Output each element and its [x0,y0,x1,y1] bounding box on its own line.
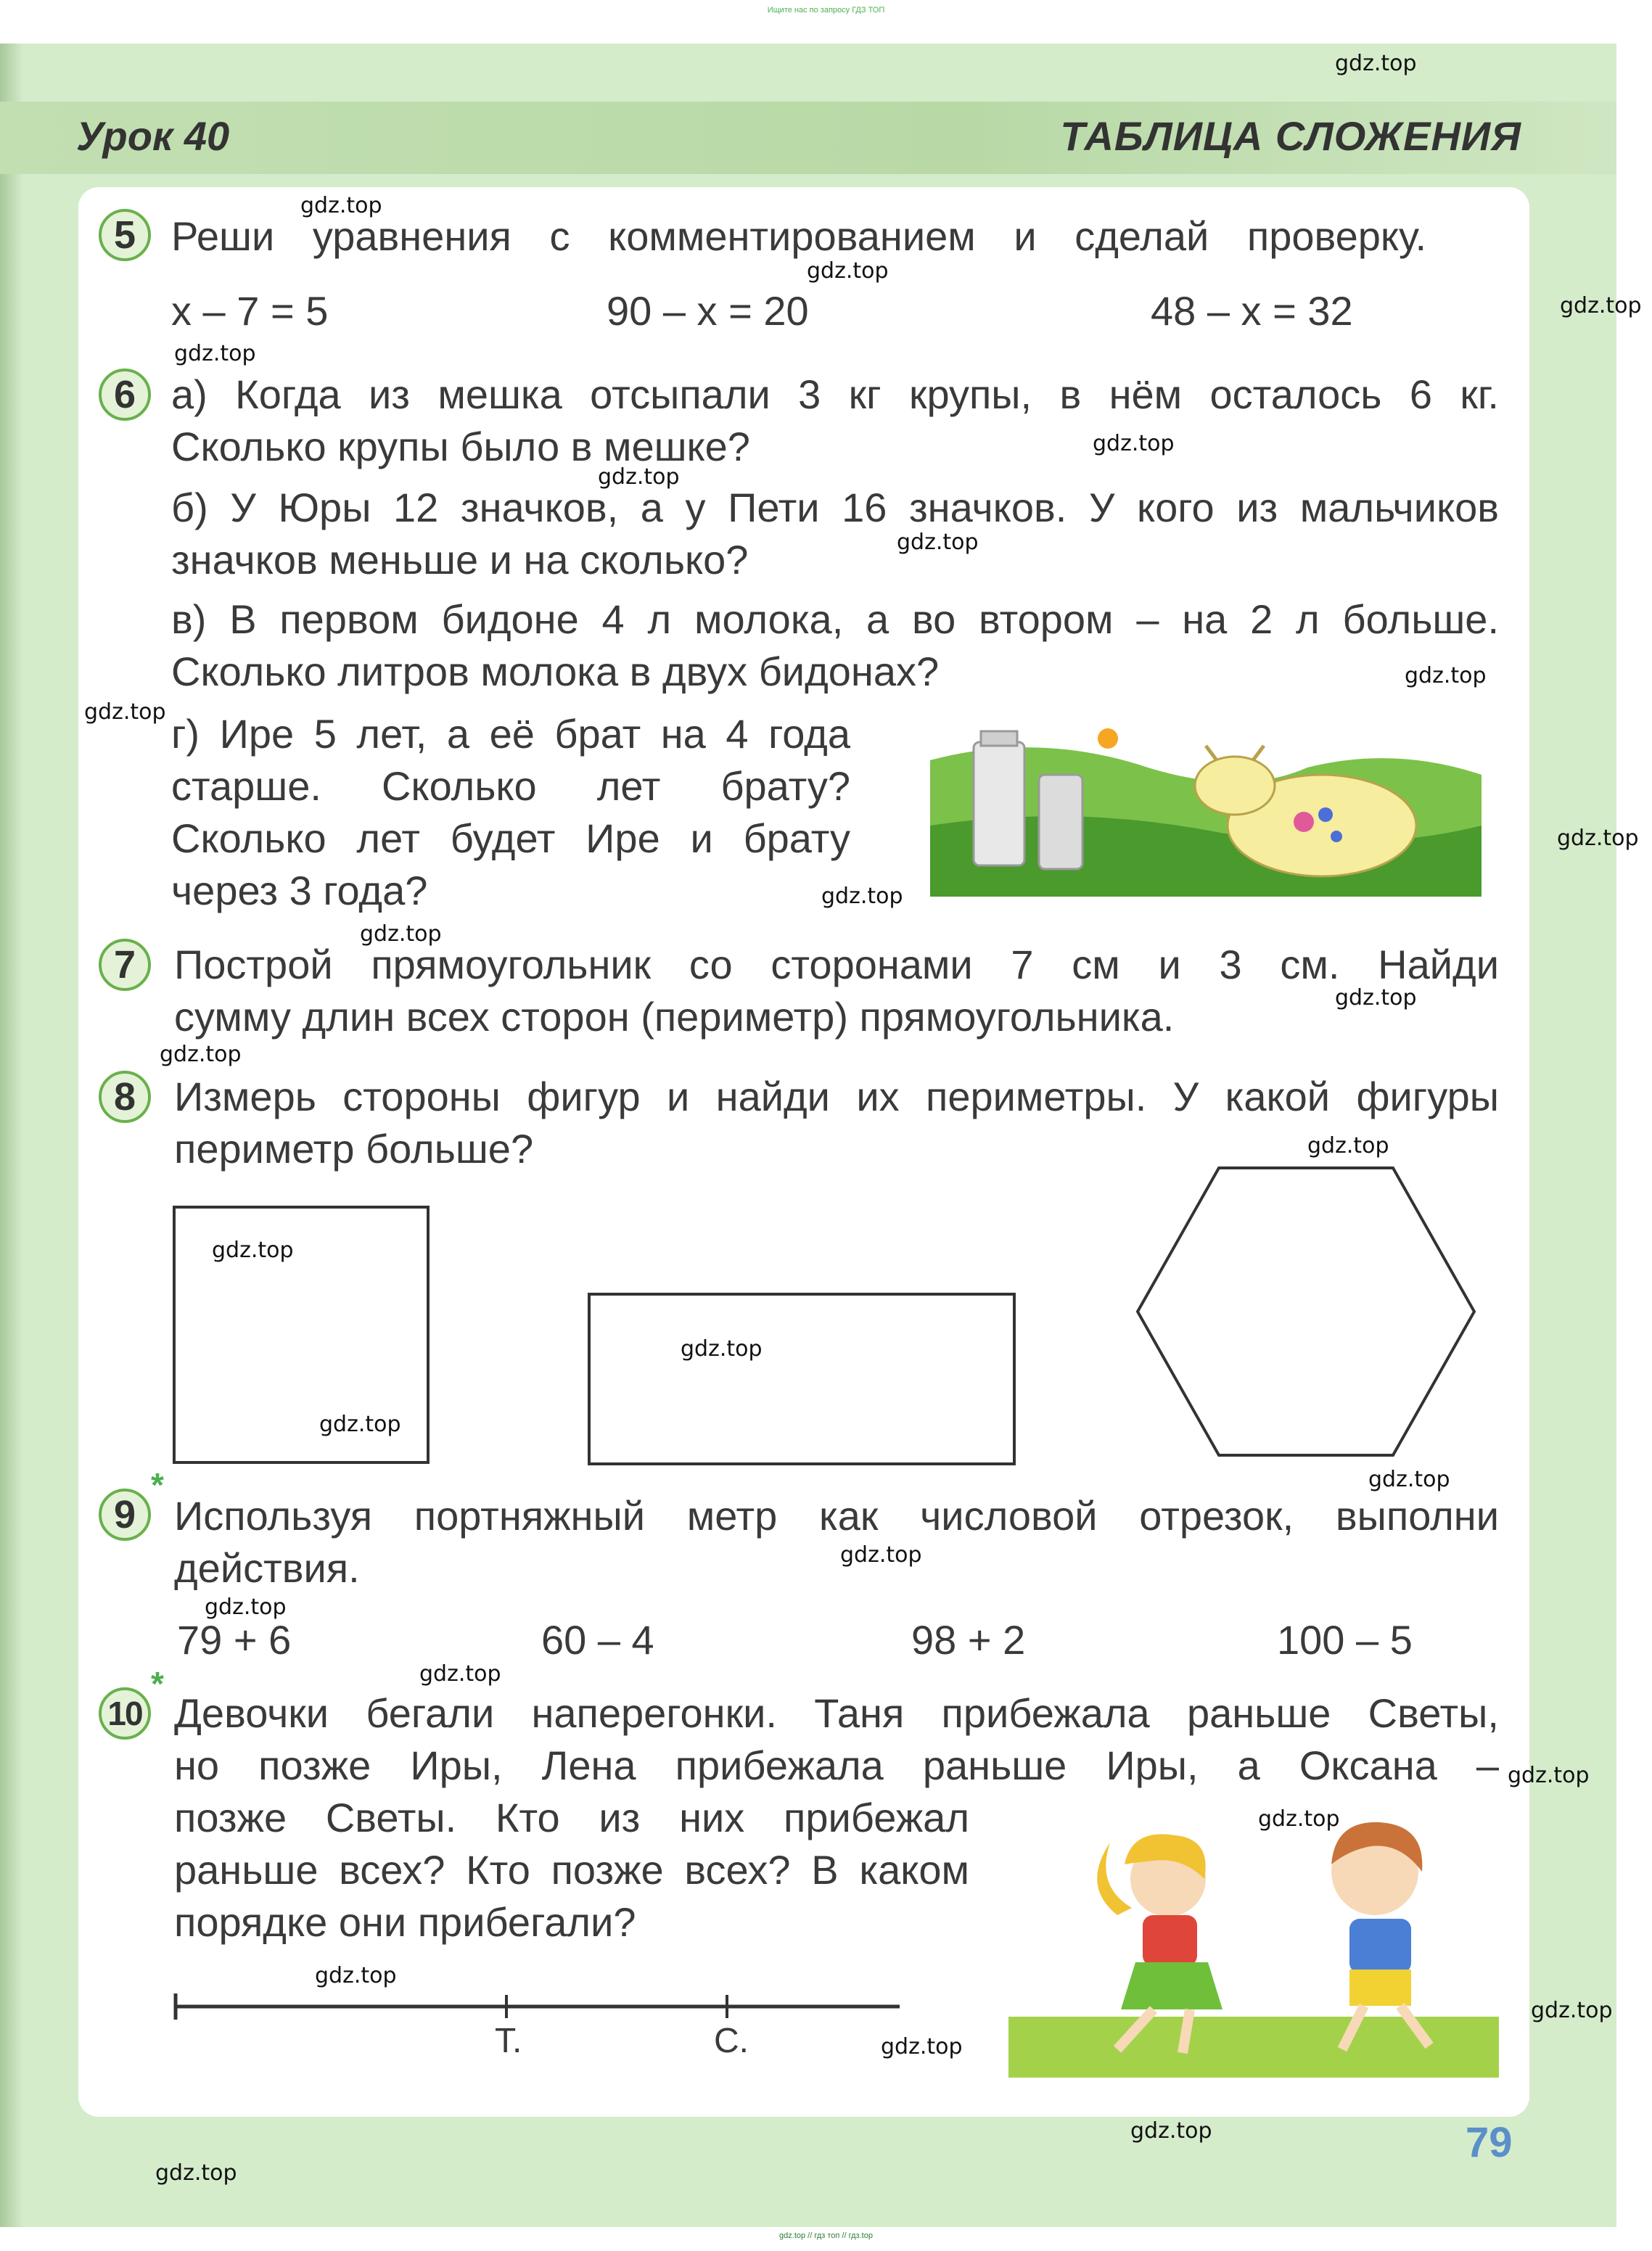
task-6a-line1: а) Когда из мешка отсыпали 3 кг крупы, в нём осталось 6 кг. [171,371,1499,417]
task-8-line1: Измерь стороны фигур и найди их периметры. У какой фигуры [174,1074,1499,1119]
equation-1: x – 7 = 5 [171,288,329,334]
watermark: gdz.top [315,1963,397,1988]
watermark: gdz.top [1405,663,1487,688]
task-number-6: 6 [99,369,151,421]
task-7-line1: Построй прямоугольник со сторонами 7 см и 3 см. Найди [174,942,1499,987]
bottom-note: gdz.top // гдз топ // гдз.top [779,2231,873,2240]
watermark: gdz.top [205,1594,287,1620]
tick-label-t: Т. [495,2022,522,2060]
watermark: gdz.top [1307,1133,1389,1159]
watermark: gdz.top [174,341,256,366]
watermark: gdz.top [84,699,166,725]
task-6a-line2: Сколько крупы было в мешке? [171,424,750,469]
task-9-line2: действия. [174,1545,360,1591]
watermark: gdz.top [1093,431,1175,456]
task-10-line1: Девочки бегали наперегонки. Таня прибежала раньше Светы, [174,1690,1499,1736]
task-6v-line1: в) В первом бидоне 4 л молока, а во втором – на 2 л больше. [171,596,1499,642]
equation-2: 90 – x = 20 [607,288,809,334]
page-number: 79 [1466,2119,1513,2166]
top-note: Ищите нас по запросу ГДЗ ТОП [767,6,885,15]
watermark: gdz.top [897,530,979,555]
watermark: gdz.top [155,2160,237,2186]
watermark: gdz.top [840,1542,922,1568]
topic-title: ТАБЛИЦА СЛОЖЕНИЯ [1060,113,1521,159]
running-girls-illustration [1008,1799,1499,2078]
watermark: gdz.top [319,1412,401,1437]
task-5-text: Реши уравнения с комментированием и сделай проверку. [171,213,1426,259]
task-6g-line2: старше. Сколько лет брату? [171,763,850,809]
watermark: gdz.top [1368,1467,1450,1492]
task-number-10: 10 [99,1687,151,1740]
task-6g-line3: Сколько лет будет Ире и брату [171,815,850,861]
task-number-5: 5 [99,209,151,261]
hexagon-figure [1132,1164,1480,1461]
watermark: gdz.top [160,1042,242,1067]
task-8-line2: периметр больше? [174,1126,534,1172]
task-10-line4: раньше всех? Кто позже всех? В каком [174,1847,969,1893]
expression-3: 98 + 2 [911,1617,1026,1663]
watermark: gdz.top [1130,2118,1212,2144]
task-6v-line2: Сколько литров молока в двух бидонах? [171,649,940,694]
task-7-line2: сумму длин всех сторон (периметр) прямоугольника. [174,994,1175,1040]
watermark: gdz.top [821,884,903,909]
equation-3: 48 – x = 32 [1151,288,1353,334]
race-number-line [171,1988,904,2031]
expression-2: 60 – 4 [541,1617,654,1663]
task-number-8: 8 [99,1071,151,1123]
watermark: gdz.top [1335,51,1417,76]
task-6b-line1: б) У Юры 12 значков, а у Пети 16 значков. У кого из мальчиков [171,485,1499,530]
watermark: gdz.top [212,1238,294,1263]
task-9-star: * [151,1466,164,1504]
milk-cow-illustration [930,717,1482,897]
watermark: gdz.top [1258,1806,1340,1832]
task-number-9: 9 [99,1489,151,1541]
expression-1: 79 + 6 [177,1617,292,1663]
watermark: gdz.top [881,2034,963,2059]
watermark: gdz.top [360,921,442,947]
watermark: gdz.top [419,1661,501,1687]
watermark: gdz.top [1560,293,1642,318]
watermark: gdz.top [1557,826,1639,851]
task-10-line2: но позже Иры, Лена прибежала раньше Иры, а Оксана – [174,1742,1499,1788]
task-6b-line2: значков меньше и на сколько? [171,537,749,583]
watermark: gdz.top [1531,1998,1613,2023]
task-9-line1: Используя портняжный метр как числовой отрезок, выполни [174,1493,1499,1539]
watermark: gdz.top [1335,985,1417,1011]
task-6g-line1: г) Ире 5 лет, а её брат на 4 года [171,711,850,757]
watermark: gdz.top [1508,1763,1590,1788]
watermark: gdz.top [300,193,382,218]
watermark: gdz.top [807,258,889,284]
watermark: gdz.top [681,1336,763,1362]
expression-4: 100 – 5 [1277,1617,1413,1663]
task-10-star: * [151,1665,164,1703]
rectangle-figure [586,1291,1019,1468]
task-10-line3: позже Светы. Кто из них прибежал [174,1795,969,1840]
task-6g-line4: через 3 года? [171,868,428,913]
tick-label-s: С. [714,2022,749,2060]
book-spine [0,44,23,2227]
watermark: gdz.top [598,464,680,490]
task-number-7: 7 [99,939,151,991]
task-10-line5: порядке они прибегали? [174,1899,636,1945]
lesson-title: Урок 40 [76,113,230,159]
